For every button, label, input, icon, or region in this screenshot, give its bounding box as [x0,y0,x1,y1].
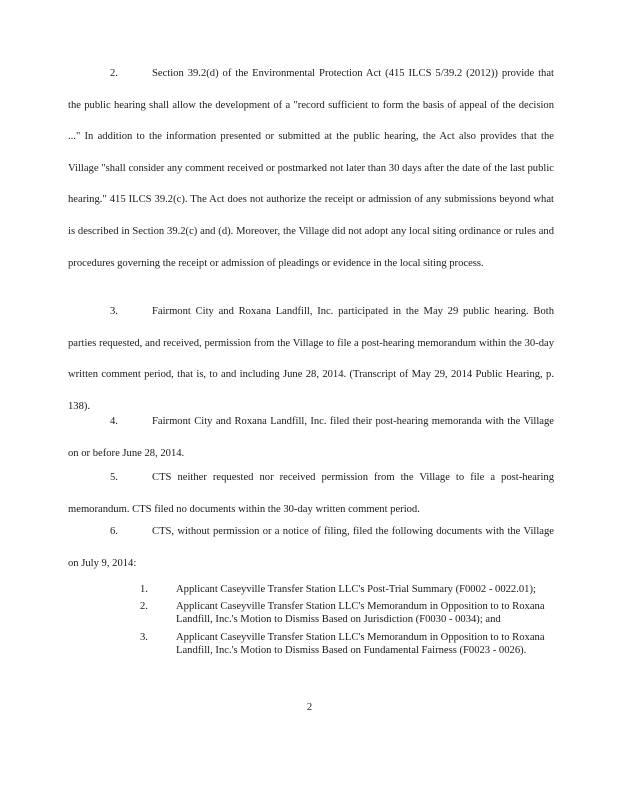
paragraph-text: Section 39.2(d) of the Environmental Protection Act (415 ILCS 5/39.2 (2012)) provide that the public hearing shall allow the development of a "record sufficient to form the basis of appeal of the decision ..." In addition to the information presented or submitted at the public hearing, the Act also provides that the Village "shall consider any comment received or postmarked not later than 30 days after the date of the last public hearing." 415 ILCS 39.2(c). The Act does not authorize the receipt or admission of any submissions beyond what is described in Section 39.2(c) and (d). Moreover, the Village did not adopt any local siting ordinance or rules and procedures governing the receipt or admission of pleadings or evidence in the local siting process. [68,68,554,269]
list-item [140,600,554,626]
list-item [140,583,554,596]
paragraph-4 [68,406,554,469]
paragraph-text: Fairmont City and Roxana Landfill, Inc. participated in the May 29 public hearing. Both parties requested, and received, permission from the Village to file a post-hearing memorandum within the 30-day written comment period, that is, to and including June 28, 2014. (Transcript of May 29, 2014 Public Hearing, p. 138). [68,306,554,412]
paragraph-3 [68,296,554,422]
paragraph-2 [68,58,554,279]
paragraph-number: 4. [110,416,118,427]
list-item-text: Applicant Caseyville Transfer Station LLC's Memorandum in Opposition to to Roxana Landfill, Inc.'s Motion to Dismiss Based on Fundamental Fairness (F0023 - 0026). [176,631,545,656]
list-item-number: 3. [140,631,148,643]
filed-documents-list [140,583,554,661]
paragraph-number: 6. [110,526,118,537]
paragraph-number: 3. [110,306,118,317]
paragraph-6 [68,516,554,579]
page-number: 2 [306,702,313,713]
list-item [140,631,554,657]
paragraph-number: 2. [110,68,118,79]
paragraph-number: 5. [110,472,118,483]
list-item-text: Applicant Caseyville Transfer Station LLC's Post-Trial Summary (F0002 - 0022.01); [176,584,536,595]
list-item-number: 1. [140,584,148,595]
list-item-number: 2. [140,601,148,613]
paragraph-text: Fairmont City and Roxana Landfill, Inc. filed their post-hearing memoranda with the Village on or before June 28, 2014. [68,416,554,459]
paragraph-text: CTS, without permission or a notice of filing, filed the following documents with the Village on July 9, 2014: [68,526,554,569]
list-item-text: Applicant Caseyville Transfer Station LLC's Memorandum in Opposition to to Roxana Landfill, Inc.'s Motion to Dismiss Based on Jurisdiction (F0030 - 0034); and [176,601,545,626]
paragraph-text: CTS neither requested nor received permission from the Village to file a post-hearing memorandum. CTS filed no documents within the 30-day written comment period. [68,472,554,515]
